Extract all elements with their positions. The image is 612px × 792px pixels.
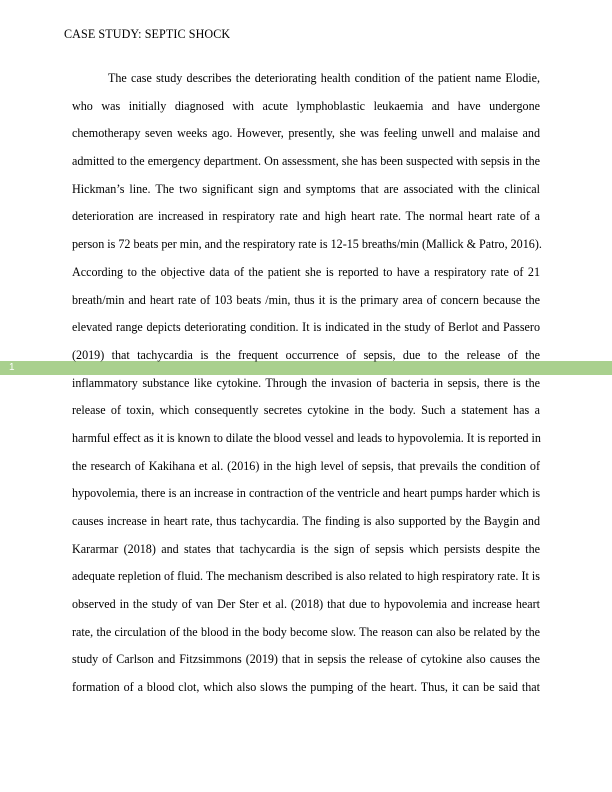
running-head: CASE STUDY: SEPTIC SHOCK	[64, 27, 231, 41]
body-paragraph	[72, 68, 540, 705]
paragraph-line: who was initially diagnosed with acute lymphoblastic leukaemia and have undergone	[72, 98, 540, 113]
paragraph-line: formation of a blood clot, which also slows the pumping of the heart. Thus, it can be said that	[72, 680, 540, 695]
paragraph-line: observed in the study of van Der Ster et al. (2018) that due to hypovolemia and increase heart	[72, 597, 540, 612]
paragraph-line: rate, the circulation of the blood in the body become slow. The reason can also be related by the	[72, 624, 540, 639]
paragraph-line: the research of Kakihana et al. (2016) in the high level of sepsis, that prevails the condition of	[72, 458, 540, 473]
paragraph-line: chemotherapy seven weeks ago. However, presently, she was feeling unwell and malaise and	[72, 126, 540, 141]
paragraph-line: (2019) that tachycardia is the frequent occurrence of sepsis, due to the release of the	[72, 347, 540, 362]
paragraph-line: adequate repletion of fluid. The mechanism described is also related to high respiratory rate. It is	[72, 569, 540, 584]
paragraph-line: Kararmar (2018) and states that tachycardia is the sign of sepsis which persists despite the	[72, 541, 540, 556]
paragraph-line: causes increase in heart rate, thus tachycardia. The finding is also supported by the Baygin and	[72, 514, 540, 528]
paragraph-line: release of toxin, which consequently secretes cytokine in the body. Such a statement has a	[72, 403, 540, 418]
paragraph-line: The case study describes the deteriorating health condition of the patient name Elodie,	[108, 71, 540, 85]
paragraph-line: elevated range depicts deteriorating condition. It is indicated in the study of Berlot and Passero	[72, 320, 540, 335]
paragraph-line: hypovolemia, there is an increase in contraction of the ventricle and heart pumps harder which is	[72, 486, 541, 501]
paragraph-line: person is 72 beats per min, and the respiratory rate is 12-15 breaths/min (Mallick & Patro, 2016).	[72, 237, 542, 252]
paragraph-line: harmful effect as it is known to dilate the blood vessel and leads to hypovolemia. It is reported in	[72, 430, 541, 445]
paragraph-line: inflammatory substance like cytokine. Through the invasion of bacteria in sepsis, there is the	[72, 375, 540, 390]
paragraph-line: According to the objective data of the patient she is reported to have a respiratory rate of 21	[72, 264, 540, 279]
paragraph-line: deterioration are increased in respiratory rate and high heart rate. The normal heart rate of a	[72, 209, 540, 224]
paragraph-line: study of Carlson and Fitzsimmons (2019) that in sepsis the release of cytokine also causes the	[72, 652, 540, 667]
paragraph-line: breath/min and heart rate of 103 beats /min, thus it is the primary area of concern because the	[72, 292, 540, 307]
page-number: 1	[9, 362, 15, 373]
paragraph-line: admitted to the emergency department. On assessment, she has been suspected with sepsis in the	[72, 154, 540, 169]
paragraph-line: Hickman’s line. The two significant sign and symptoms that are associated with the clinical	[72, 181, 540, 196]
